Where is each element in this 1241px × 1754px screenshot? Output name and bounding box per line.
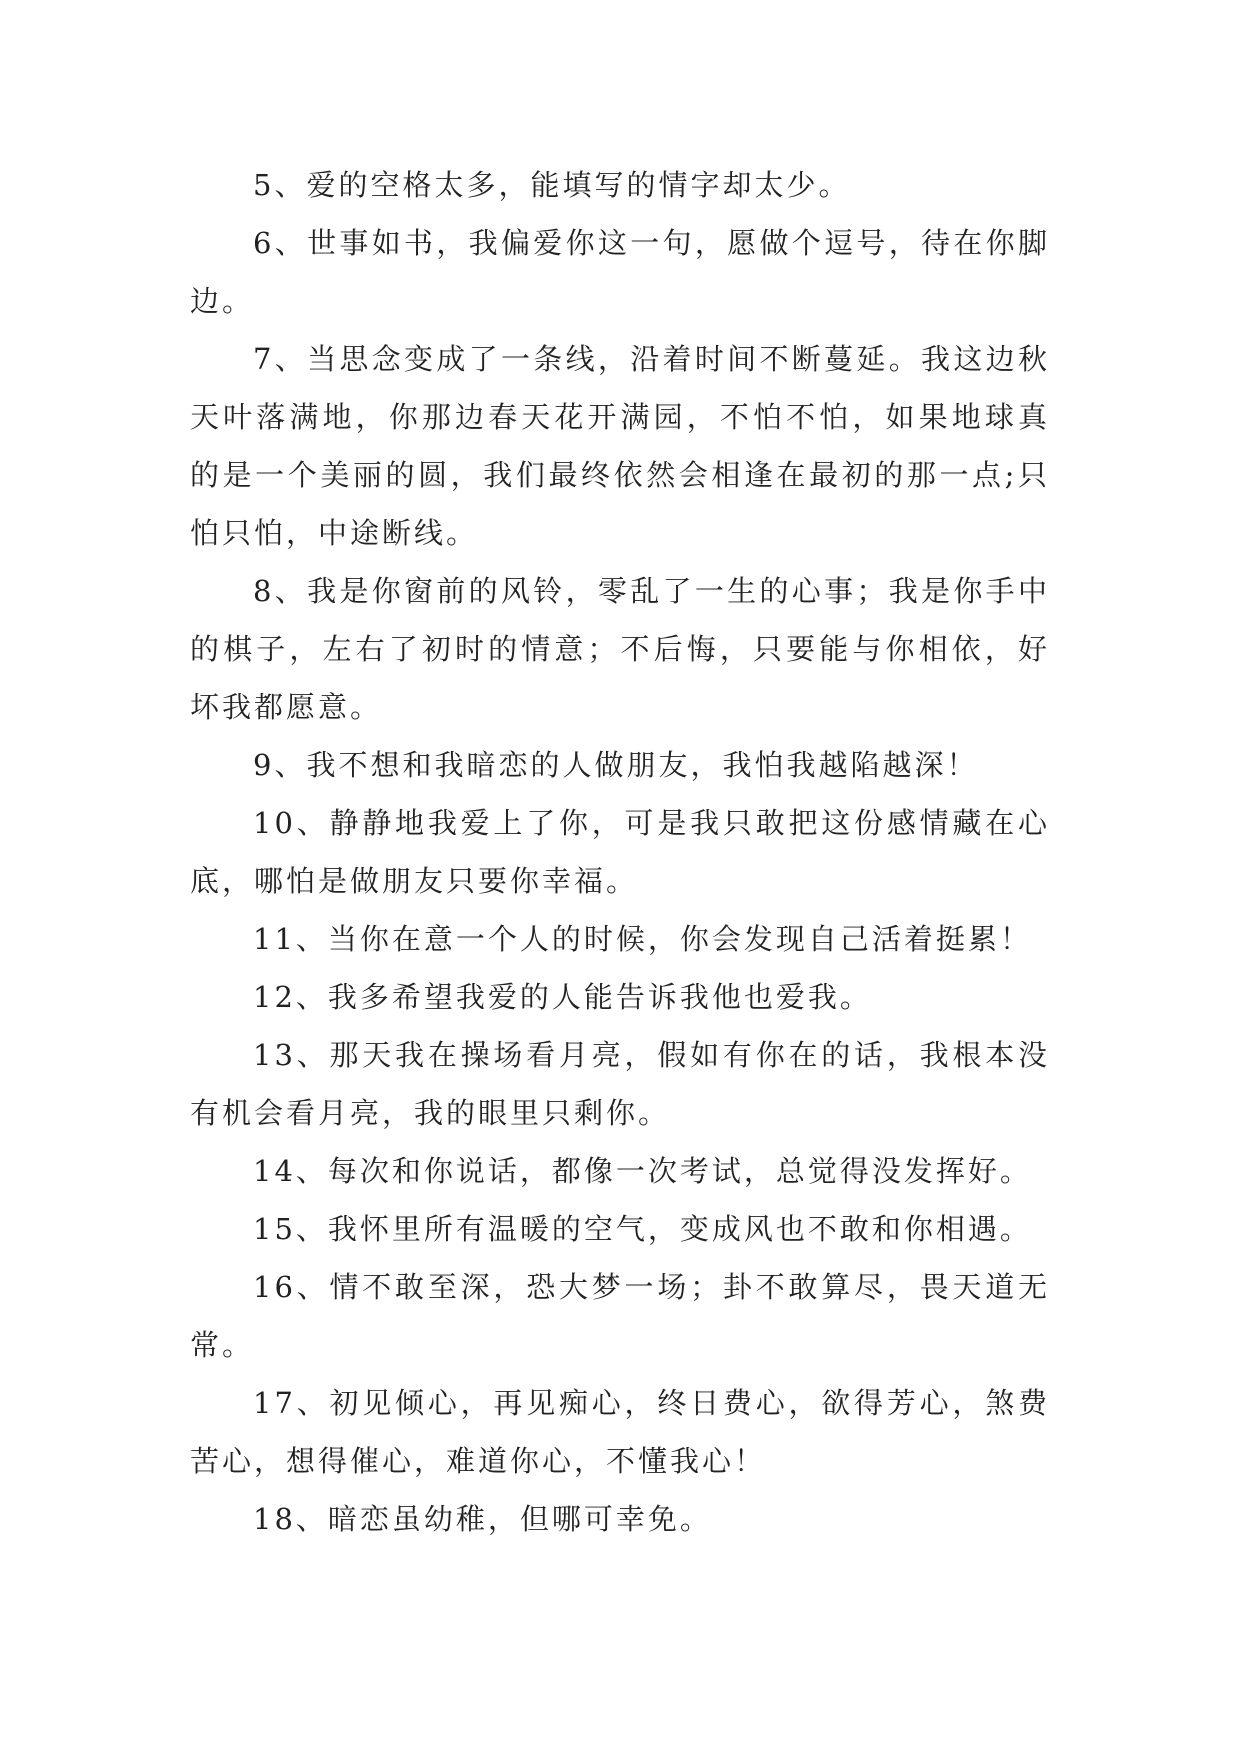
paragraph-14: 14、每次和你说话，都像一次考试，总觉得没发挥好。 — [253, 1154, 1032, 1188]
paragraph-8: 8、我是你窗前的风铃，零乱了一生的心事；我是你手中的棋子，左右了初时的情意；不后悔，只要能与你相依，好坏我都愿意。 — [190, 574, 1050, 724]
paragraph-18: 18、暗恋虽幼稚，但哪可幸免。 — [253, 1502, 712, 1536]
paragraph-5: 5、爱的空格太多，能填写的情字却太少。 — [253, 168, 851, 202]
document-body — [190, 156, 1050, 1548]
paragraph-9: 9、我不想和我暗恋的人做朋友，我怕我越陷越深！ — [253, 748, 979, 782]
paragraph-6: 6、世事如书，我偏爱你这一句，愿做个逗号，待在你脚边。 — [190, 226, 1050, 318]
paragraph-11: 11、当你在意一个人的时候，你会发现自己活着挺累！ — [253, 922, 1032, 956]
paragraph-16: 16、情不敢至深，恐大梦一场；卦不敢算尽，畏天道无常。 — [190, 1270, 1050, 1362]
paragraph-10: 10、静静地我爱上了你，可是我只敢把这份感情藏在心底，哪怕是做朋友只要你幸福。 — [190, 806, 1050, 898]
paragraph-13: 13、那天我在操场看月亮，假如有你在的话，我根本没有机会看月亮，我的眼里只剩你。 — [190, 1038, 1050, 1130]
paragraph-7: 7、当思念变成了一条线，沿着时间不断蔓延。我这边秋天叶落满地，你那边春天花开满园，不怕不怕，如果地球真的是一个美丽的圆，我们最终依然会相逢在最初的那一点;只怕只怕，中途断线。 — [190, 342, 1050, 550]
paragraph-15: 15、我怀里所有温暖的空气，变成风也不敢和你相遇。 — [253, 1212, 1032, 1246]
paragraph-12: 12、我多希望我爱的人能告诉我他也爱我。 — [253, 980, 872, 1014]
paragraph-17: 17、初见倾心，再见痴心，终日费心，欲得芳心，煞费苦心，想得催心，难道你心，不懂我心！ — [190, 1386, 1050, 1478]
